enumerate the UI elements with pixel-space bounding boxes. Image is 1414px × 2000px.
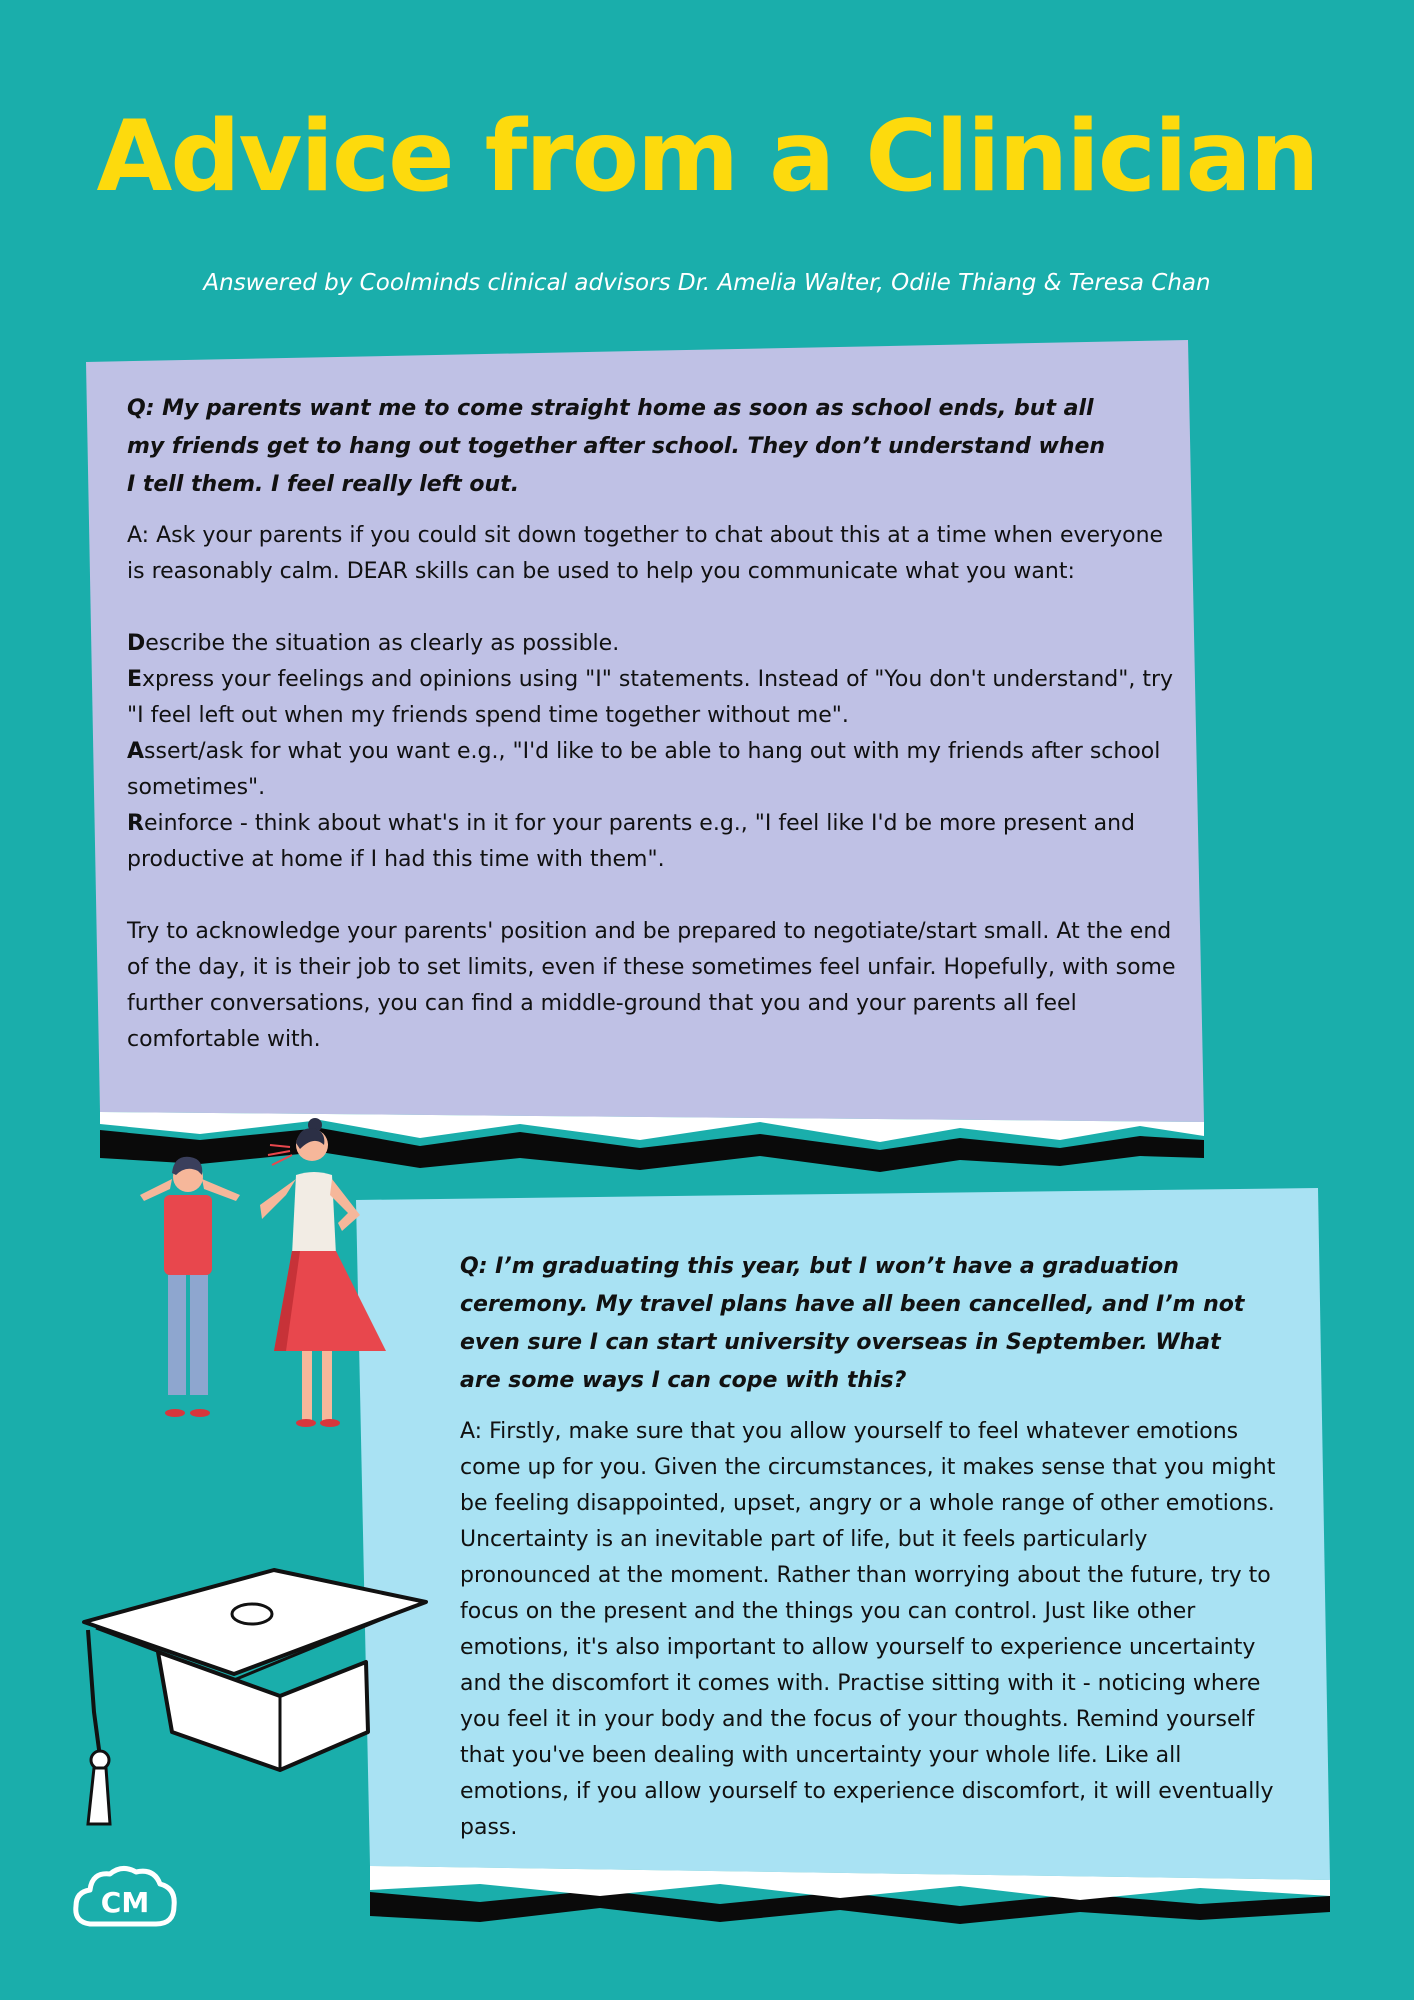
qa-card-1 xyxy=(127,390,1177,1058)
qa-card-2 xyxy=(460,1248,1280,1846)
cap-base xyxy=(158,1652,368,1770)
answer-1 xyxy=(127,518,1177,1058)
page-title: Advice from a Clinician xyxy=(96,100,1318,214)
dear-letter: E xyxy=(127,667,143,692)
dear-item-e xyxy=(127,662,1177,734)
question-2: Q: I’m graduating this year, but I won’t have a graduation ceremony. My travel plans have all been cancelled, and I’m not even sure I can start university overseas in September. What are some ways I can cope with this? xyxy=(460,1254,1245,1393)
graduation-cap-illustration xyxy=(74,1562,434,1832)
answer-1-closing: Try to acknowledge your parents' position and be prepared to negotiate/start small. At the end of the day, it is their job to set limits, even if these sometimes feel unfair. Hopefully, with some further conversations, you can find a middle-ground that you and your parents all feel comfortable with. xyxy=(127,919,1176,1052)
dear-text: escribe the situation as clearly as possible. xyxy=(145,631,620,656)
question-1: Q: My parents want me to come straight home as soon as school ends, but all my friends get to hang out together after school. They don’t understand when I tell them. I feel really left out. xyxy=(127,396,1106,497)
cap-tassel-cord xyxy=(88,1630,100,1757)
dear-letter: R xyxy=(127,811,144,836)
dear-item-a xyxy=(127,734,1177,806)
child-figure xyxy=(140,1157,240,1417)
dear-item-d xyxy=(127,626,1177,662)
page-subtitle: Answered by Coolminds clinical advisors Dr. Amelia Walter, Odile Thiang & Teresa Chan xyxy=(203,270,1211,296)
parent-child-illustration xyxy=(110,1095,400,1435)
logo-text: CM xyxy=(100,1886,150,1919)
coolminds-logo xyxy=(70,1862,180,1942)
dear-text: einforce - think about what's in it for your parents e.g., "I feel like I'd be more present and productive at home if I had this time with them". xyxy=(127,811,1135,872)
answer-1-intro: A: Ask your parents if you could sit down together to chat about this at a time when everyone is reasonably calm. DEAR skills can be used to help you communicate what you want: xyxy=(127,523,1164,584)
dear-letter: A xyxy=(127,739,145,764)
dear-text: ssert/ask for what you want e.g., "I'd like to be able to hang out with my friends after school sometimes". xyxy=(127,739,1161,800)
cap-button xyxy=(232,1604,272,1624)
dear-letter: D xyxy=(127,631,146,656)
cap-tassel xyxy=(88,1768,110,1824)
dear-text: xpress your feelings and opinions using "I" statements. Instead of "You don't understand", try "I feel left out when my friends spend time together without me". xyxy=(127,667,1174,728)
parent-figure xyxy=(260,1118,386,1427)
dear-item-r xyxy=(127,806,1177,878)
answer-2: A: Firstly, make sure that you allow yourself to feel whatever emotions come up for you. Given the circumstances, it makes sense that you might be feeling disappointed, upset, angry or a whole range of other emotions. Uncertainty is an inevitable part of life, but it feels particularly pronounced at the moment. Rather than worrying about the future, try to focus on the present and the things you can control. Just like other emotions, it's also important to allow yourself to experience uncertainty and the discomfort it comes with. Practise sitting with it - noticing where you feel it in your body and the focus of your thoughts. Remind yourself that you've been dealing with uncertainty your whole life. Like all emotions, if you allow yourself to experience discomfort, it will eventually pass. xyxy=(460,1419,1276,1840)
